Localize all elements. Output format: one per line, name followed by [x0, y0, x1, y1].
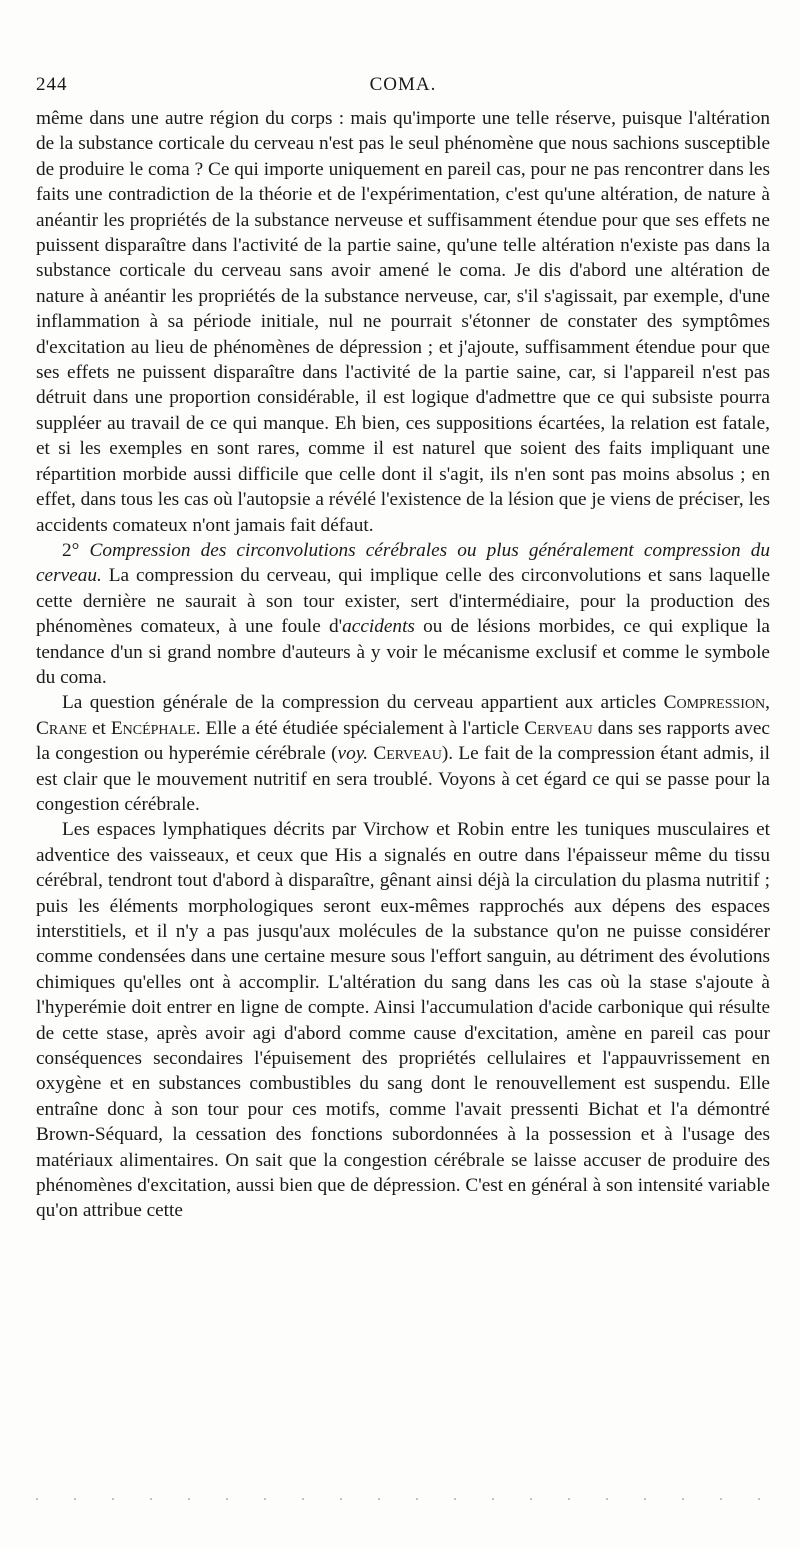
paragraph-text: . Elle a été étudiée spécialement à l'article — [195, 717, 520, 739]
cross-reference: Compression — [663, 692, 766, 714]
paragraph-text: ). Le fait de la compression étant admis, il est clair que le mouvement nutritif en sera troublé. Voyons à cet égard ce qui se passe pour la congestion cérébrale. — [36, 743, 770, 815]
punctuation: , — [765, 692, 770, 714]
paragraph-text: ou de lésions morbides, ce qui explique la tendance d'un si grand nombre d'auteurs à y voir le mécanisme exclusif et comme le symbole du coma. — [36, 616, 770, 688]
conjunction: et — [91, 717, 106, 739]
cross-reference: Cerveau — [373, 743, 442, 765]
paragraph-compression — [36, 538, 770, 690]
body-text — [36, 106, 770, 1224]
italic-term: accidents — [342, 616, 415, 638]
paragraph-text: dans ses rapports avec la congestion ou hyperémie cérébrale ( — [36, 717, 770, 765]
paragraph-lymphatic: Les espaces lymphatiques décrits par Virchow et Robin entre les tuniques musculaires et adventice des vaisseaux, et ceux que His a signalés en outre dans l'épaisseur même du tissu cérébral, tendront tout d'abord à disparaître, gênant ainsi déjà la circulation du plasma nutritif ; puis les éléments morphologiques seront eux-mêmes rapprochés aux dépens des espaces interstitiels, et il n'y a pas jusqu'aux molécules de la substance qu'on ne puisse considérer comme condensées dans une certaine mesure sous l'effort sanguin, au détriment des évolutions chimiques qu'elles ont à accomplir. L'altération du sang dans les cas où la stase s'ajoute à l'hyperémie doit entrer en ligne de compte. Ainsi l'accumulation d'acide carbonique qui résulte de cette stase, après avoir agi d'abord comme cause d'excitation, amène en pareil cas pour conséquences secondaires l'épuisement des propriétés cellulaires et l'appauvrissement en oxygène et en substances combustibles du sang dont le renouvellement est suspendu. Elle entraîne donc à son tour pour ces motifs, comme l'avait pressenti Bichat et l'a démontré Brown-Séquard, la cessation des fonctions subordonnées à la possession et à l'usage des matériaux alimentaires. On sait que la congestion cérébrale se laisse accuser de produire des phénomènes d'excitation, aussi bien que de dépression. C'est en général à son intensité variable qu'on attribue cette — [36, 819, 770, 1222]
footer-specks — [36, 1498, 770, 1500]
paragraph-text: La question générale de la compression du cerveau appartient aux articles — [62, 692, 657, 714]
section-heading: Compression des circonvolutions cérébrales ou plus généralement compression du cerveau. — [36, 539, 770, 587]
paragraph-continuation: même dans une autre région du corps : mais qu'importe une telle réserve, puisque l'altération de la substance corticale du cerveau n'est pas le seul phénomène que nous sachions susceptible de produire le coma ? Ce qui importe uniquement en pareil cas, pour ne pas rencontrer dans les faits une contradiction de la théorie et de l'expérimentation, c'est qu'une altération, de nature à anéantir les propriétés de la substance nerveuse et suffisamment étendue pour que ses effets ne puissent disparaître dans l'activité de la partie saine, qu'une telle altération n'existe pas dans la substance corticale du cerveau sans avoir amené le coma. Je dis d'abord une altération de nature à anéantir les propriétés de la substance nerveuse, car, s'il s'agissait, par exemple, d'une inflammation à sa période initiale, nul ne pourrait s'étonner de constater des symptômes d'excitation au lieu de phénomènes de dépression ; et j'ajoute, suffisamment étendue pour que ses effets ne puissent disparaître dans l'activité de la partie saine, car, si l'appareil n'est pas détruit dans une proportion considérable, il est logique d'admettre que ce qui subsiste pourra suppléer au travail de ce qui manque. Eh bien, ces suppositions écartées, la relation est fatale, et si les exemples en sont rares, comme il est naturel que soient des faits impliquant une répartition morbide aussi difficile que celle dont il s'agit, ils n'en sont pas moins absolus ; en effet, dans tous les cas où l'autopsie a révélé l'existence de la lésion que je viens de préciser, les accidents comateux n'ont jamais fait défaut. — [36, 108, 770, 536]
page-number: 244 — [36, 74, 68, 95]
section-number: 2° — [62, 539, 80, 561]
running-head — [36, 74, 770, 106]
cross-reference: Encéphale — [110, 717, 196, 739]
paragraph-text: La compression du cerveau, qui implique celle des circonvolutions et sans laquelle cette dernière ne saurait à son tour exister, sert d'intermédiaire, pour la production des phénomènes comateux, à une foule d' — [36, 565, 770, 638]
voy-abbreviation: voy. — [337, 743, 369, 765]
running-title: COMA. — [369, 74, 437, 95]
paragraph-references — [36, 690, 770, 817]
cross-reference: Cerveau — [524, 717, 593, 739]
cross-reference: Crane — [36, 717, 87, 739]
